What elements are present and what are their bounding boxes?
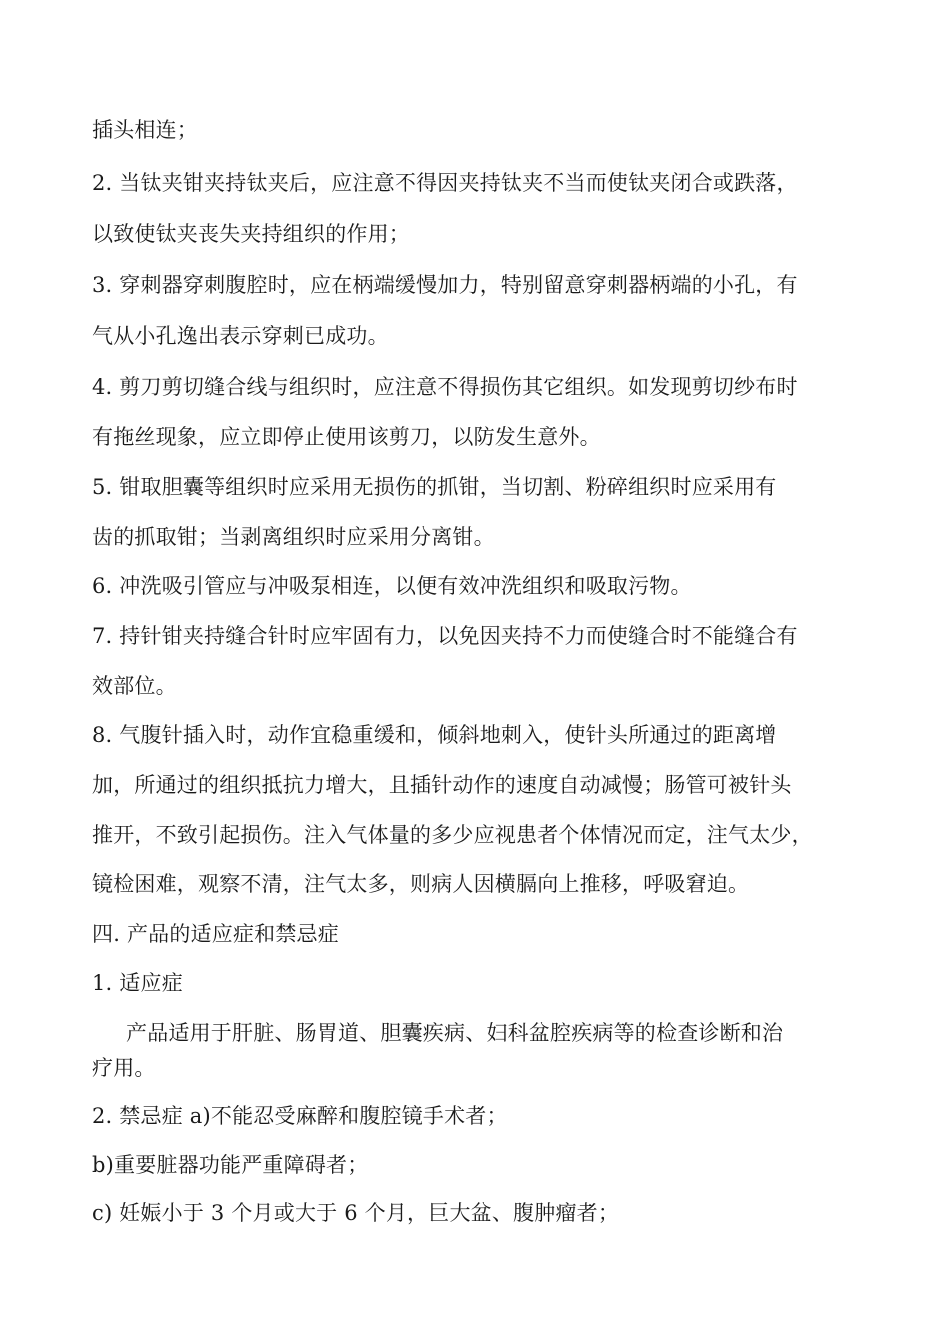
item-3-line-2: 气从小孔逸出表示穿刺已成功。 [92, 324, 389, 348]
indications-line-1: 产品适用于肝脏、肠胃道、胆囊疾病、妇科盆腔疾病等的检查诊断和治 [126, 1021, 784, 1045]
item-2-line-1: 2. 当钛夹钳夹持钛夹后，应注意不得因夹持钛夹不当而使钛夹闭合或跌落， [92, 171, 798, 195]
indications-line-2: 疗用。 [92, 1056, 156, 1080]
item-8-line-1: 8. 气腹针插入时，动作宜稳重缓和，倾斜地刺入，使针头所通过的距离增 [92, 723, 777, 747]
item-5-line-1: 5. 钳取胆囊等组织时应采用无损伤的抓钳，当切割、粉碎组织时应采用有 [92, 475, 777, 499]
item-8-line-4: 镜检困难，观察不清，注气太多，则病人因横膈向上推移，呼吸窘迫。 [92, 872, 750, 896]
item-2-line-2: 以致使钛夹丧失夹持组织的作用； [92, 222, 410, 246]
subheading-indications: 1. 适应症 [92, 971, 183, 995]
item-8-line-2: 加，所通过的组织抵抗力增大，且插针动作的速度自动减慢；肠管可被针头 [92, 773, 792, 797]
item-4-line-2: 有拖丝现象，应立即停止使用该剪刀，以防发生意外。 [92, 425, 601, 449]
section-heading: 四. 产品的适应症和禁忌症 [92, 922, 339, 946]
item-3-line-1: 3. 穿刺器穿刺腹腔时，应在柄端缓慢加力，特别留意穿刺器柄端的小孔，有 [92, 273, 798, 297]
contraindications-line-1: 2. 禁忌症 a)不能忍受麻醉和腹腔镜手术者； [92, 1104, 508, 1128]
item-7-line-2: 效部位。 [92, 674, 177, 698]
item-5-line-2: 齿的抓取钳；当剥离组织时应采用分离钳。 [92, 525, 495, 549]
item-8-line-3: 推开，不致引起损伤。注入气体量的多少应视患者个体情况而定，注气太少， [92, 823, 813, 847]
contraindications-line-3: c) 妊娠小于 3 个月或大于 6 个月，巨大盆、腹肿瘤者； [92, 1201, 620, 1225]
item-6-line-1: 6. 冲洗吸引管应与冲吸泵相连，以便有效冲洗组织和吸取污物。 [92, 574, 692, 598]
text-line-1: 插头相连； [92, 118, 198, 142]
item-7-line-1: 7. 持针钳夹持缝合针时应牢固有力，以免因夹持不力而使缝合时不能缝合有 [92, 624, 798, 648]
contraindications-line-2: b)重要脏器功能严重障碍者； [92, 1153, 369, 1177]
item-4-line-1: 4. 剪刀剪切缝合线与组织时，应注意不得损伤其它组织。如发现剪切纱布时 [92, 375, 798, 399]
